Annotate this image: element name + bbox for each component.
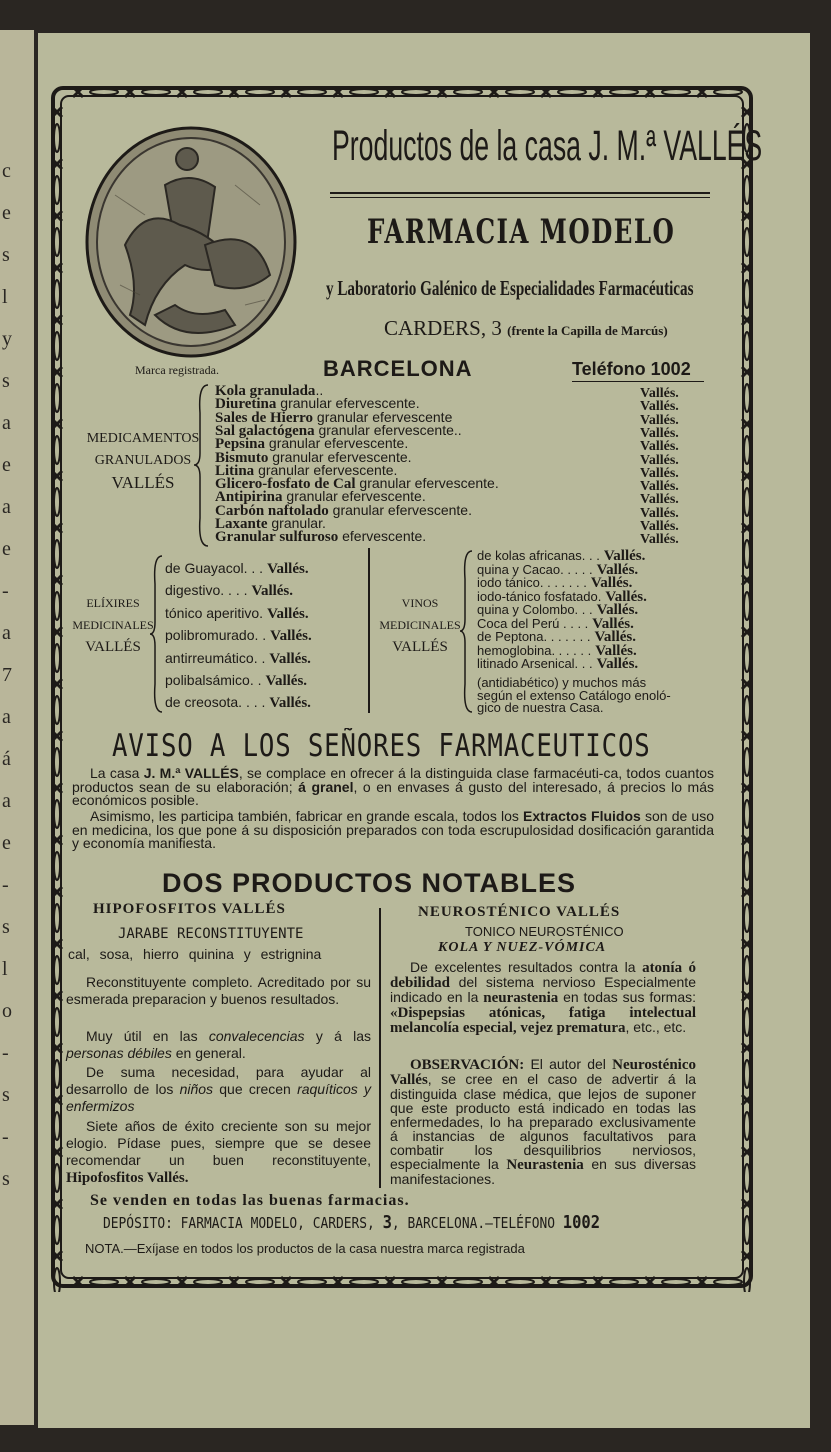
text-italic: niños — [179, 1081, 214, 1097]
elixires-label-line: ELÍXIRES — [86, 596, 140, 610]
granulados-brace — [192, 383, 212, 548]
text: La casa — [90, 765, 144, 781]
hipofosfitos-subtitle: JARABE RECONSTITUYENTE — [118, 926, 304, 942]
adjacent-page-letter: e — [2, 454, 11, 476]
vino-name: quina y Colombo. . . — [477, 602, 593, 617]
adjacent-page-letter: a — [2, 412, 11, 434]
vino-name: iodo tánico. . . . . . . — [477, 575, 587, 590]
vinos-extra-line: (antidiabético) y muchos más — [477, 675, 647, 690]
adjacent-page-letter: a — [2, 790, 11, 812]
granulado-name: Bismuto — [215, 449, 269, 466]
elixir-brand: Vallés. — [251, 583, 294, 600]
text-bold: J. M.ª VALLÉS — [143, 765, 239, 781]
elixir-name: tónico aperitivo. — [165, 604, 264, 621]
adjacent-page-letter: s — [2, 244, 10, 266]
granulado-brand: Vallés. — [640, 399, 679, 415]
text-italic: personas débiles — [66, 1045, 172, 1061]
granulado-brand: Vallés. — [640, 505, 679, 521]
adjacent-page-letter: o — [2, 1000, 12, 1022]
elixir-name: de Guayacol. . . — [165, 560, 264, 576]
text-bold: atonía ó debilidad — [390, 960, 696, 991]
text-bold: Neurosténico Vallés — [390, 1057, 696, 1088]
granulado-name: Pepsina — [215, 436, 266, 453]
adjacent-page-letter: s — [2, 1084, 10, 1106]
elixires-brace — [148, 554, 164, 714]
hipofosfitos-p3 — [66, 1064, 371, 1115]
text: , o en envases á gusto del interesado, á precios lo más económicos posible. — [72, 778, 714, 808]
elixir-name: de creosota. . . . — [165, 694, 266, 711]
hipofosfitos-name: HIPOFOSFITOS VALLÉS — [93, 901, 286, 917]
text: , etc., etc. — [625, 1019, 687, 1035]
aviso-title: AVISO A LOS SEÑORES FARMACEUTICOS — [112, 728, 651, 764]
granulado-name: Laxante — [215, 516, 268, 532]
text: Reconstituyente completo. Acreditado por su esmerada preparacion y buenos resultados. — [66, 974, 371, 1007]
granulado-desc: efervescente. — [338, 528, 427, 545]
column-divider — [379, 908, 381, 1188]
vino-brand: Vallés. — [603, 548, 646, 564]
vinos-extra-line: según el extenso Catálogo enoló- — [477, 687, 671, 703]
laboratorio-subtitle: y Laboratorio Galénico de Especialidades Farmacéuticas — [326, 276, 694, 300]
aviso-paragraph-2 — [72, 810, 714, 851]
hipofosfitos-ingredients: cal, sosa, hierro quinina y estrignina — [68, 946, 322, 962]
vino-brand: Vallés. — [595, 642, 637, 659]
adjacent-page-letter: - — [2, 1042, 9, 1064]
granulado-name: Kola granulada — [215, 383, 316, 399]
text: , se cree en el caso de advertir á la distinguida clase médica, que lejos de suponer que este producto está indicado en todas las enfermedades, lo ha preparado exclusivamente á instancias de algunos facultativos para combatir los desquilibrios nerviosos, especialmente la — [390, 1071, 696, 1172]
address-street: CARDERS, 3 — [384, 316, 502, 340]
adjacent-page-letter: c — [2, 160, 11, 182]
address — [384, 316, 668, 341]
granulado-desc: granular efervescente. — [265, 435, 409, 452]
granulados-label — [78, 428, 208, 494]
text: y á las — [304, 1028, 371, 1044]
text-bold: OBSERVACIÓN: — [410, 1057, 525, 1073]
elixires-label — [68, 592, 158, 658]
elixir-name: polibromurado. . — [165, 627, 267, 644]
adjacent-page-edge — [0, 30, 34, 1425]
adjacent-page-letter: s — [2, 916, 10, 938]
granulado-desc: granular efervescente — [313, 408, 453, 425]
granulado-desc: granular efervescente. — [355, 475, 499, 492]
elixires-label-line: MEDICINALES — [72, 618, 154, 632]
vino-name: quina y Cacao. . . . . — [477, 561, 593, 577]
adjacent-page-letter: s — [2, 370, 10, 392]
vino-brand: Vallés. — [596, 602, 639, 618]
granulado-brand: Vallés. — [640, 386, 679, 401]
telephone-underline — [572, 381, 704, 382]
granulado-desc: granular. — [267, 515, 326, 531]
vinos-extra — [477, 677, 671, 715]
nota-line: NOTA.—Exíjase en todos los productos de la casa nuestra marca registrada — [85, 1241, 525, 1256]
adjacent-page-letter: a — [2, 622, 11, 644]
adjacent-page-letter: y — [2, 328, 12, 350]
neurostenico-observacion — [390, 1057, 696, 1186]
text: De excelentes resultados contra la — [410, 959, 643, 975]
granulado-name: Antipirina — [215, 489, 283, 506]
venden-line: Se venden en todas las buenas farmacias. — [90, 1192, 410, 1209]
header-title: Productos de la casa J. M.ª VALLÉS — [332, 122, 763, 170]
elixir-name: digestivo. . . . — [165, 582, 248, 599]
granulado-brand: Vallés. — [640, 492, 679, 508]
deposito-line — [103, 1212, 600, 1233]
vino-brand: Vallés. — [605, 588, 647, 605]
text: , BARCELONA.—TELÉFONO — [391, 1214, 563, 1232]
text-italic: convalecencias — [208, 1028, 305, 1044]
adjacent-page-letter: a — [2, 706, 11, 728]
vino-brand: Vallés. — [590, 575, 633, 591]
vino-brand: Vallés. — [596, 656, 639, 672]
farmacia-modelo-title: FARMACIA MODELO — [367, 212, 676, 252]
adjacent-page-letter: s — [2, 1168, 10, 1190]
granulado-name: Sales de Hierro — [215, 409, 314, 426]
city: BARCELONA — [323, 356, 473, 381]
text: en todas sus formas: — [558, 989, 696, 1005]
granulado-desc: .. — [315, 382, 324, 398]
adjacent-page-letter: - — [2, 1126, 9, 1148]
granulado-name: Litina — [215, 462, 255, 479]
vino-name: de Peptona. . . . . . . — [477, 629, 591, 644]
hipofosfitos-p1 — [66, 974, 371, 1008]
aviso-paragraph-1 — [72, 767, 714, 808]
vino-name: iodo-tánico fosfatado. — [477, 588, 602, 604]
granulado-brand: Vallés. — [640, 532, 679, 548]
elixir-brand: Vallés. — [267, 561, 309, 577]
granulado-name: Granular sulfuroso — [215, 529, 339, 546]
elixir-name: antirreumático. . — [165, 649, 266, 666]
text: que crecen — [213, 1081, 298, 1097]
granulado-desc: granular efervescente. — [254, 461, 398, 478]
text-italic: raquíticos y enfermizos — [66, 1081, 371, 1114]
adjacent-page-letter: - — [2, 874, 9, 896]
vino-brand: Vallés. — [594, 629, 637, 645]
adjacent-page-letter: á — [2, 748, 11, 770]
granulado-item — [215, 528, 427, 546]
vino-name: litinado Arsenical. . . — [477, 656, 593, 671]
text: en sus diversas manifestaciones. — [390, 1156, 696, 1187]
granulado-brand: Vallés. — [640, 412, 679, 428]
adjacent-page-letter: a — [2, 496, 11, 518]
text: del sistema nervioso Especialmente indicado en la — [390, 974, 696, 1005]
vino-item — [477, 658, 638, 671]
text: Siete años de éxito creciente son su mejor elogio. Pídase pues, siempre que se desee recomendar un buen reconstituyente, — [66, 1118, 371, 1168]
granulado-name: Diuretina — [215, 396, 277, 413]
text-bold: Extractos Fluidos — [523, 808, 641, 824]
granulado-brand: Vallés. — [640, 465, 679, 481]
address-note: (frente la Capilla de Marcús) — [507, 323, 668, 338]
neurostenico-name: NEUROSTÉNICO VALLÉS — [418, 904, 621, 920]
vino-name: de kolas africanas. . . — [477, 548, 600, 563]
text-bold: 1002 — [562, 1212, 601, 1233]
text-bold: Neurastenia — [506, 1157, 584, 1173]
granulado-brand: Vallés. — [640, 452, 679, 468]
granulado-name: Carbón naftolado — [215, 502, 329, 519]
granulado-desc: granular efervescente. — [282, 488, 426, 505]
vinos-label-line: VALLÉS — [392, 639, 448, 655]
elixir-brand: Vallés. — [269, 695, 311, 712]
vinos-label-line: MEDICINALES — [379, 618, 461, 632]
vino-name: hemoglobina. . . . . . — [477, 642, 592, 658]
vinos-label-line: VINOS — [401, 596, 439, 610]
granulado-desc: granular efervescente. — [276, 395, 420, 412]
granulado-desc: granular efervescente. — [268, 448, 412, 465]
adjacent-page-letter: l — [2, 958, 8, 980]
text: De suma necesidad, para ayudar al desarrollo de los — [66, 1064, 371, 1097]
adjacent-page-letter: - — [2, 580, 9, 602]
text-bold: «Dispepsias atónicas, fatiga intelectual melancolía especial, vejez prematura — [390, 1005, 696, 1036]
neurostenico-subtitle: TONICO NEUROSTÉNICO — [465, 924, 624, 939]
elixires-label-line: VALLÉS — [85, 639, 141, 655]
text: , se complace en ofrecer á la distinguida clase farmacéuti-ca, todos cuantos productos sean de su elaboración; — [72, 765, 714, 795]
text-bold: Hipofosfitos Vallés. — [66, 1170, 189, 1186]
granulado-item — [215, 501, 472, 519]
text-bold: neurastenia — [483, 990, 559, 1006]
registered-trademark-seal — [85, 125, 298, 360]
elixir-brand: Vallés. — [265, 673, 308, 689]
vinos-label — [378, 592, 462, 658]
text: en general. — [171, 1045, 246, 1061]
granulados-label-line: VALLÉS — [111, 473, 175, 492]
neurostenico-subtitle2: KOLA Y NUEZ-VÓMICA — [438, 940, 607, 955]
vino-name: Coca del Perú . . . . — [477, 615, 589, 631]
text: son de uso en medicina, los que pone á su disposición preparados con toda escrupulosidad dosificación garantida y economía manifiesta. — [72, 808, 714, 851]
elixir-brand: Vallés. — [267, 605, 309, 622]
telephone: Teléfono 1002 — [572, 359, 691, 379]
granulado-name: Glicero-fosfato de Cal — [215, 476, 356, 493]
dos-productos-title: DOS PRODUCTOS NOTABLES — [162, 868, 577, 898]
header-rule — [330, 192, 710, 194]
granulado-brand: Vallés. — [640, 519, 679, 534]
text-bold: 3 — [382, 1212, 392, 1233]
adjacent-page-letter: e — [2, 538, 11, 560]
elixir-name: polibalsámico. . — [165, 672, 262, 688]
text: Muy útil en las — [86, 1028, 209, 1044]
text: Asimismo, les participa también, fabricar en grande escala, todos los — [90, 808, 524, 824]
granulado-desc: granular efervescente. — [328, 501, 472, 518]
adjacent-page-letter: l — [2, 286, 8, 308]
granulado-brand: Vallés. — [640, 425, 679, 441]
granulado-brand: Vallés. — [640, 439, 679, 455]
text: DEPÓSITO: FARMACIA MODELO, CARDERS, — [103, 1214, 383, 1232]
adjacent-page-letter: e — [2, 832, 11, 854]
granulados-label-line: GRANULADOS — [94, 453, 192, 468]
neurostenico-p1 — [390, 960, 696, 1035]
adjacent-page-letter: 7 — [2, 664, 12, 686]
granulado-desc: granular efervescente.. — [314, 421, 462, 438]
granulados-label-line: MEDICAMENTOS — [86, 431, 200, 446]
adjacent-page-letter: e — [2, 202, 11, 224]
header-rule-thin — [330, 197, 710, 198]
elixir-item — [165, 690, 311, 716]
hipofosfitos-p2 — [66, 1028, 371, 1062]
marca-registrada-caption: Marca registrada. — [135, 363, 219, 377]
vino-brand: Vallés. — [592, 615, 634, 632]
column-divider — [368, 548, 370, 713]
vinos-brace — [458, 549, 474, 714]
hipofosfitos-p4 — [66, 1118, 371, 1187]
granulado-brand: Vallés. — [640, 479, 679, 495]
vino-brand: Vallés. — [596, 561, 639, 578]
text-bold: á granel — [298, 778, 354, 795]
text: El autor del — [524, 1056, 613, 1072]
elixir-brand: Vallés. — [269, 650, 311, 667]
elixir-brand: Vallés. — [270, 628, 312, 645]
vinos-extra-line: gico de nuestra Casa. — [477, 700, 604, 715]
granulado-name: Sal galactógena — [215, 422, 315, 439]
